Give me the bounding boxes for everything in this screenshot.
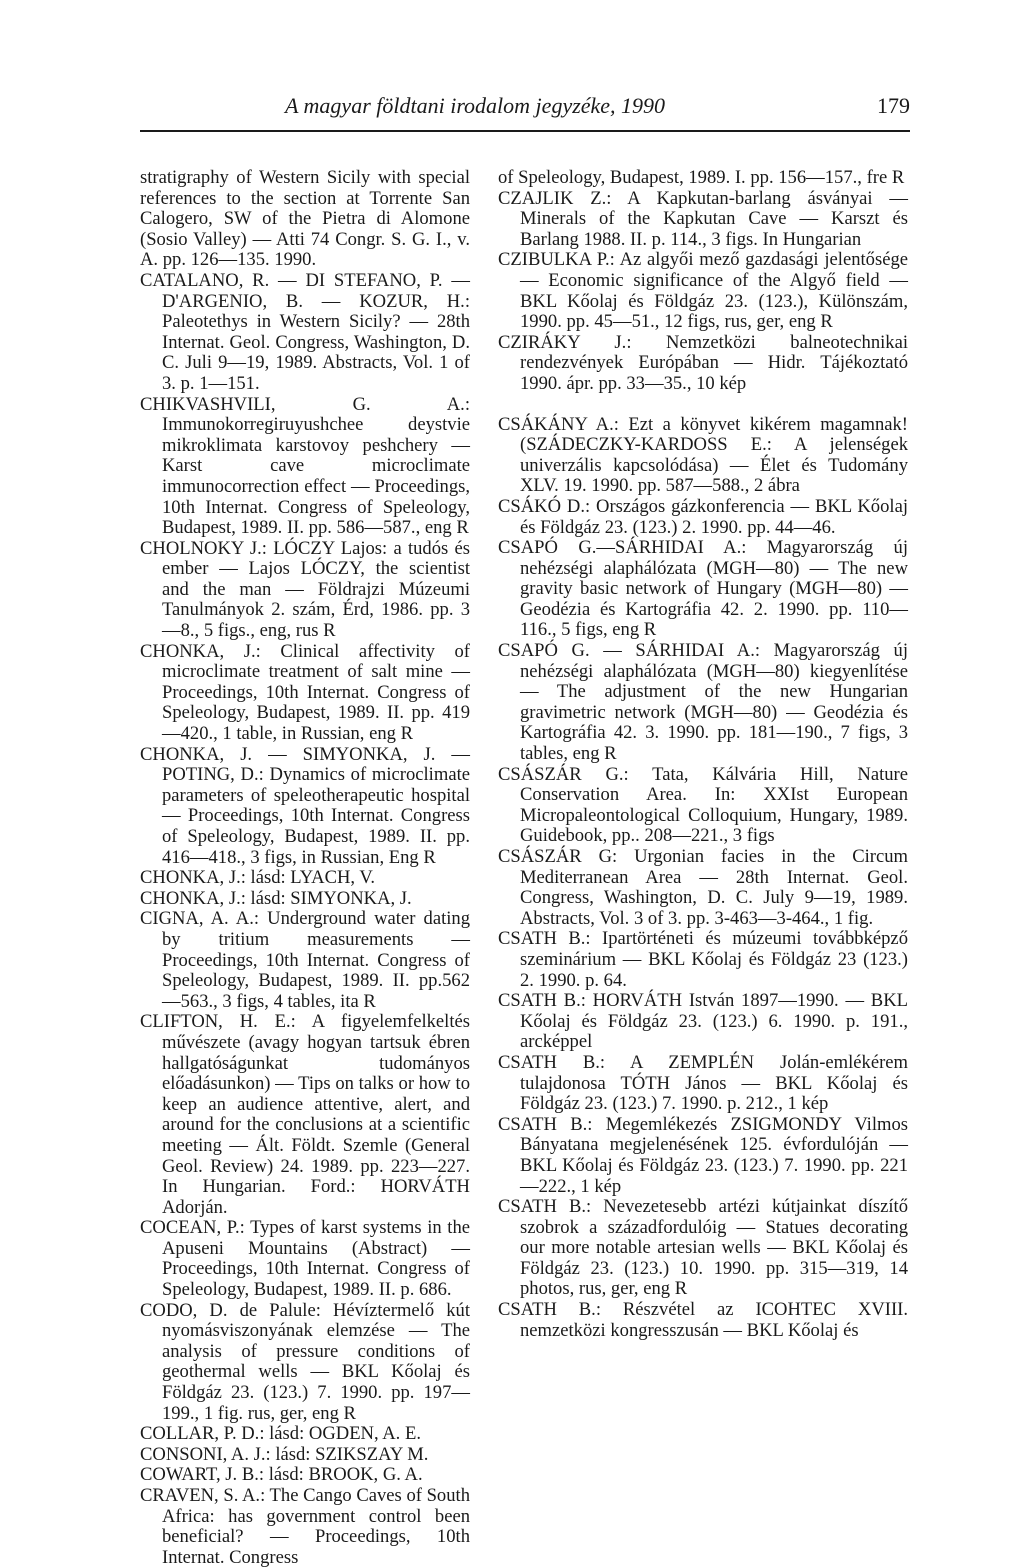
bibliography-entry: CSÁSZÁR G: Urgonian facies in the Circum Mediterranean Area — 28th Internat. Geol. Congress, Washington, D. C. July 9—19, 1989. Abstracts, Vol. 3 of 3. pp. 3-463—3-464., 1 fig. [498, 846, 908, 929]
bibliography-entry: CSÁKÓ D.: Országos gázkonferencia — BKL Kőolaj és Földgáz 23. (123.) 2. 1990. pp. 44—46. [498, 495, 908, 538]
page-number: 179 [877, 93, 910, 118]
bibliography-entry: CSATH B.: HORVÁTH István 1897—1990. — BKL Kőolaj és Földgáz 23. (123.) 6. 1990. p. 191., arcképpel [498, 990, 908, 1053]
running-title: A magyar földtani irodalom jegyzéke, 1990 [285, 93, 666, 118]
bibliography-entry: CRAVEN, S. A.: The Cango Caves of South Africa: has government control been beneficial? — Proceedings, 10th Internat. Congress [140, 1485, 470, 1568]
bibliography-entry: CZAJLIK Z.: A Kapkutan-barlang ásványai — Minerals of the Kapkutan Cave — Karszt és Barlang 1988. II. p. 114., 3 figs. In Hungarian [498, 187, 908, 250]
bibliography-entry: COWART, J. B.: lásd: BROOK, G. A. [140, 1464, 423, 1486]
bibliography-entry: CZIRÁKY J.: Nemzetközi balneotechnikai rendezvények Európában — Hidr. Tájékoztató 1990. ápr. pp. 33—35., 10 kép [498, 331, 908, 394]
bibliography-entry: CIGNA, A. A.: Underground water dating by tritium measurements — Proceedings, 10th Internat. Congress of Speleology, Budapest, 1989. II. pp.562—563., 3 figs, 4 tables, ita R [140, 908, 470, 1012]
bibliography-entry: CATALANO, R. — DI STEFANO, P. — D'ARGENIO, B. — KOZUR, H.: Paleotethys in Western Sicily? — 28th Internat. Geol. Congress, Washington, D. C. Juli 9—19, 1989. Abstracts, Vol. 1 of 3. p. 1—151. [140, 269, 470, 394]
right-column [498, 168, 908, 1341]
bibliography-entry: CSAPÓ G. — SÁRHIDAI A.: Magyarország új nehézségi alaphálózata (MGH—80) kiegyenlítése — The adjustment of the new Hungarian gravimetric network (MGH—80) — Geodézia és Kartográfia 42. 3. 1990. pp. 181—190., 7 figs, 3 tables, eng R [498, 640, 908, 765]
bibliography-entry: CHONKA, J. — SIMYONKA, J. — POTING, D.: Dynamics of microclimate parameters of speleotherapeutic hospital — Proceedings, 10th Internat. Congress of Speleology, Budapest, 1989. II. pp. 416—418., 3 figs, in Russian, Eng R [140, 743, 470, 868]
bibliography-entry: COLLAR, P. D.: lásd: OGDEN, A. E. [140, 1423, 421, 1445]
bibliography-entry: CHIKVASHVILI, G. A.: Immunokorregiruyushchee deystvie mikroklimata karstovoy peshchery — Karst cave microclimate immunocorrection effect — Proceedings, 10th Internat. Congress of Speleology, Budapest, 1989. II. pp. 586—587., eng R [140, 393, 470, 539]
bibliography-entry: COCEAN, P.: Types of karst systems in the Apuseni Mountains (Abstract) — Proceedings, 10th Internat. Congress of Speleology, Budapest, 1989. II. p. 686. [140, 1217, 470, 1301]
bibliography-entry: CZIBULKA P.: Az algyői mező gazdasági jelentősége — Economic significance of the Algyő field — BKL Kőolaj és Földgáz 23. (123.), Különszám, 1990. pp. 45—51., 12 figs, rus, ger, eng R [498, 249, 908, 333]
bibliography-entry: CSATH B.: Nevezetesebb artézi kútjainkat díszítő szobrok a századfordulóig — Statues decorating our more notable artesian wells — BKL Kőolaj és Földgáz 23. (123.) 10. 1990. pp. 315—319, 14 photos, rus, ger, eng R [498, 1196, 908, 1300]
bibliography-entry: CODO, D. de Palule: Hévíztermelő kút nyomásviszonyának elemzése — The analysis of pressure conditions of geothermal wells — BKL Kőolaj és Földgáz 23. (123.) 7. 1990. pp. 197—199., 1 fig. rus, ger, eng R [140, 1299, 470, 1424]
bibliography-entry: CSÁSZÁR G.: Tata, Kálvária Hill, Nature Conservation Area. In: XXIst European Micropaleontological Colloquium, Hungary, 1989. Guidebook, pp.. 208—221., 3 figs [498, 763, 908, 847]
bibliography-entry: CSAPÓ G.—SÁRHIDAI A.: Magyarország új nehézségi alaphálózata (MGH—80) — The new gravity basic network of Hungary (MGH—80) — Geodézia és Kartográfia 42. 2. 1990. pp. 110—116., 5 figs, eng R [498, 537, 908, 641]
header-rule [140, 130, 910, 132]
bibliography-entry: CHONKA, J.: lásd: SIMYONKA, J. [140, 887, 412, 909]
bibliography-entry: CSATH B.: Részvétel az ICOHTEC XVIII. nemzetközi kongresszusán — BKL Kőolaj és [498, 1299, 908, 1341]
bibliography-entry: CSATH B.: Megemlékezés ZSIGMONDY Vilmos Bányatana megjelenésének 125. évfordulóján — BKL Kőolaj és Földgáz 23. (123.) 7. 1990. pp. 221—222., 1 kép [498, 1113, 908, 1197]
bibliography-entry: CSATH B.: A ZEMPLÉN Jolán-emlékérem tulajdonosa TÓTH János — BKL Kőolaj és Földgáz 23. (123.) 7. 1990. p. 212., 1 kép [498, 1051, 908, 1115]
left-column [140, 168, 470, 1568]
bibliography-entry: CLIFTON, H. E.: A figyelemfelkeltés művészete (avagy hogyan tartsuk ébren hallgatóságunkat tudományos előadásunkon) — Tips on talks or how to keep an audience attentive, alert, and around for the conclusions at a scientific meeting — Ált. Földt. Szemle (General Geol. Review) 24. 1989. pp. 223—227. In Hungarian. Ford.: HORVÁTH Adorján. [140, 1011, 470, 1218]
bibliography-entry: CSATH B.: Ipartörténeti és múzeumi továbbképző szeminárium — BKL Kőolaj és Földgáz 23 (123.) 2. 1990. p. 64. [498, 928, 908, 991]
bibliography-entry: CONSONI, A. J.: lásd: SZIKSZAY M. [140, 1443, 429, 1465]
bibliography-entry: CHOLNOKY J.: LÓCZY Lajos: a tudós és ember — Lajos LÓCZY, the scientist and the man — Földrajzi Múzeumi Tanulmányok 2. szám, Érd, 1986. pp. 3—8., 5 figs., eng, rus R [140, 537, 470, 642]
bibliography-entry: CSÁKÁNY A.: Ezt a könyvet kikérem magamnak! (SZÁDECZKY-KARDOSS E.: A jelenségek univerzális kapcsolódása) — Élet és Tudomány XLV. 19. 1990. pp. 587—588., 2 ábra [498, 413, 908, 497]
bibliography-entry-continued: stratigraphy of Western Sicily with special references to the section at Torrente San Calogero, SW of the Pietra di Alomone (Sosio Valley) — Atti 74 Congr. S. G. I., v. A. pp. 126—135. 1990. [140, 167, 470, 271]
bibliography-entry: CHONKA, J.: Clinical affectivity of microclimate treatment of salt mine — Proceedings, 10th Internat. Congress of Speleology, Budapest, 1989. II. pp. 419—420., 1 table, in Russian, eng R [140, 640, 470, 745]
bibliography-entry: CHONKA, J.: lásd: LYACH, V. [140, 867, 376, 889]
bibliography-entry-continued: of Speleology, Budapest, 1989. I. pp. 156—157., fre R [498, 167, 905, 188]
running-header [140, 93, 910, 125]
